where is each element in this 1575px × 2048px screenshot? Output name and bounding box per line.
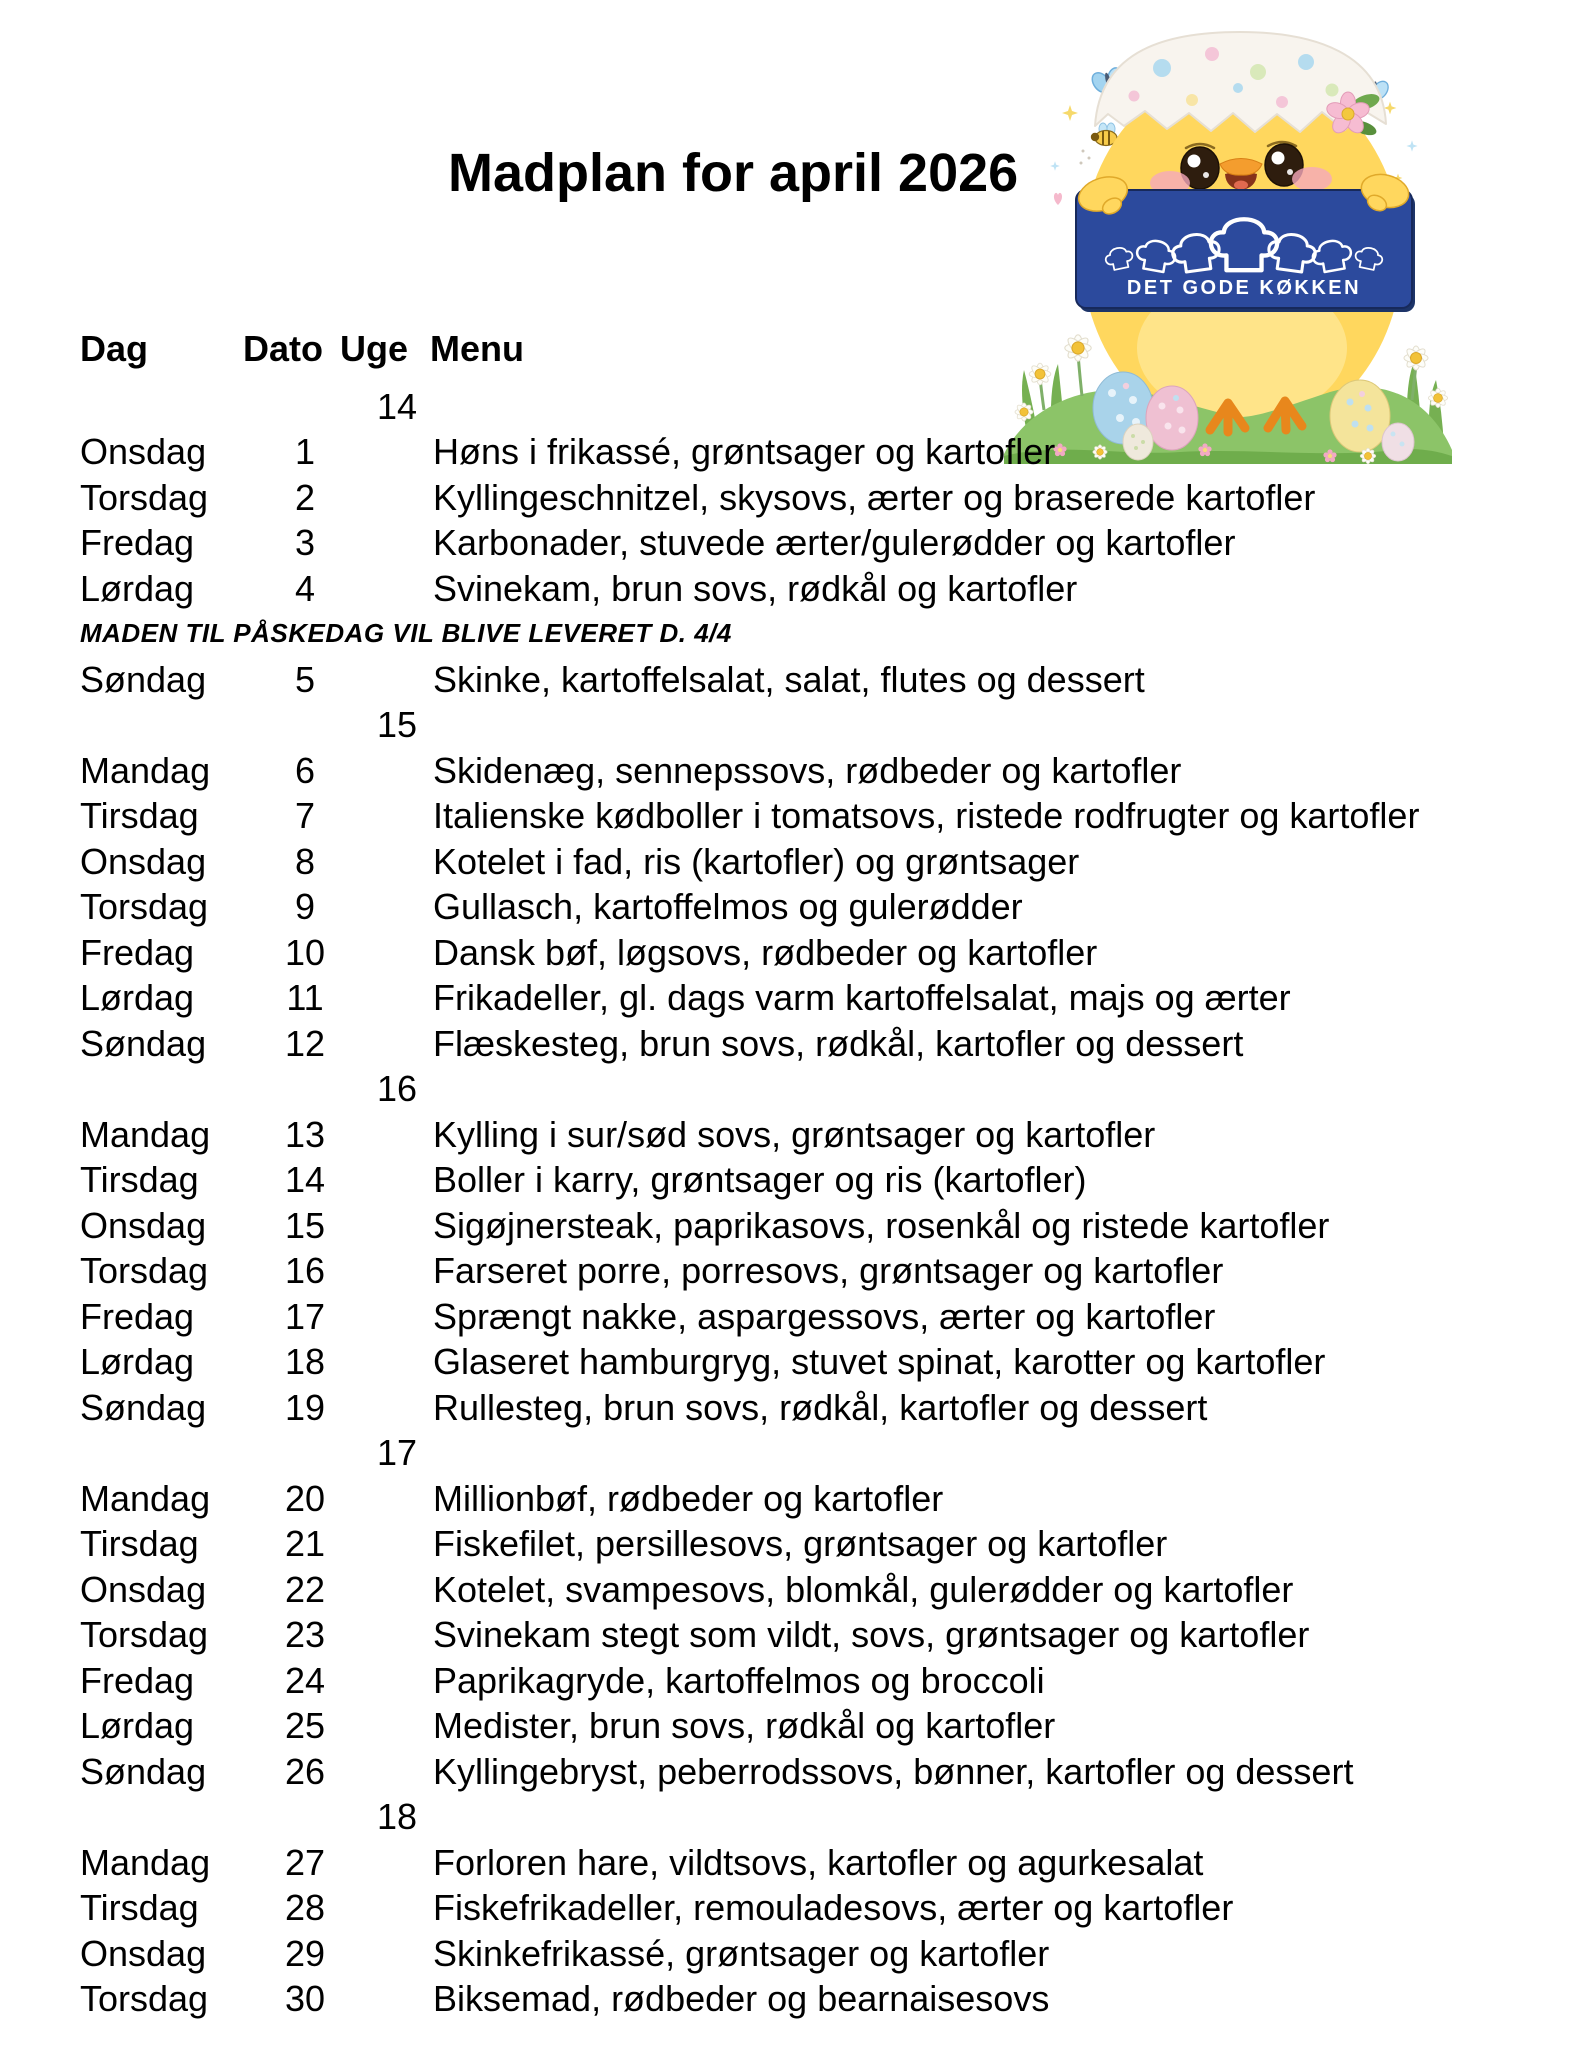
day-name: Mandag [80,1841,211,1883]
table-row [80,520,1560,566]
day-name: Tirsdag [80,1887,199,1928]
date-number: 18 [284,1341,326,1382]
table-row [80,793,1560,839]
menu-text: Kylling i sur/sød sovs, grøntsager og kartofler [433,1113,1156,1155]
menu-text: Frikadeller, gl. dags varm kartoffelsalat, majs og ærter [433,977,1291,1018]
day-name: Mandag [80,1113,211,1155]
menu-text: Sigøjnersteak, paprikasovs, rosenkål og ristede kartofler [433,1204,1330,1246]
day-name: Onsdag [80,1568,207,1610]
week-row [80,384,1560,430]
menu-text: Kyllingeschnitzel, skysovs, ærter og braserede kartofler [433,476,1316,518]
table-row [80,429,1560,475]
date-number: 8 [294,840,316,882]
day-name: Tirsdag [80,1159,199,1200]
day-name: Søndag [80,658,207,700]
date-number: 17 [284,1295,326,1337]
date-number: 22 [284,1568,326,1610]
date-number: 23 [284,1614,326,1655]
date-number: 27 [284,1841,326,1883]
day-name: Tirsdag [80,1523,199,1564]
week-row [80,702,1560,748]
day-name: Onsdag [80,840,207,882]
table-row [80,975,1560,1021]
menu-text: Rullesteg, brun sovs, rødkål, kartofler og dessert [433,1386,1208,1428]
day-name: Fredag [80,522,195,563]
menu-table [80,326,1560,2022]
week-number: 14 [377,385,418,427]
table-row [80,1976,1560,2022]
date-number: 29 [284,1932,326,1974]
menu-text: Kyllingebryst, peberrodssovs, bønner, kartofler og dessert [433,1750,1354,1792]
date-number: 19 [284,1386,326,1428]
day-name: Onsdag [80,1932,207,1974]
day-name: Torsdag [80,1614,209,1655]
date-number: 24 [284,1659,326,1701]
table-row [80,1749,1560,1795]
date-number: 3 [294,522,316,563]
menu-text: Skinke, kartoffelsalat, salat, flutes og dessert [433,658,1145,700]
table-row [80,1885,1560,1931]
date-number: 21 [284,1523,326,1564]
column-header-date: Dato [243,328,323,369]
day-name: Torsdag [80,476,209,518]
menu-text: Biksemad, rødbeder og bearnaisesovs [433,1978,1050,2019]
menu-text: Flæskesteg, brun sovs, rødkål, kartofler og dessert [433,1022,1244,1064]
date-number: 15 [284,1204,326,1246]
table-row [80,1248,1560,1294]
menu-text: Fiskefrikadeller, remouladesovs, ærter og kartofler [433,1887,1234,1928]
table-row [80,1112,1560,1158]
day-name: Lørdag [80,1341,195,1382]
table-row [80,1840,1560,1886]
menu-text: Skidenæg, sennepssovs, rødbeder og kartofler [433,749,1182,791]
day-name: Lørdag [80,567,195,609]
date-number: 10 [284,931,326,973]
table-row [80,1339,1560,1385]
table-row [80,1567,1560,1613]
date-number: 12 [284,1022,326,1064]
menu-text: Medister, brun sovs, rødkål og kartofler [433,1705,1056,1746]
table-row [80,884,1560,930]
table-row [80,1612,1560,1658]
week-row [80,1430,1560,1476]
date-number: 5 [294,658,316,700]
table-row [80,930,1560,976]
menu-text: Kotelet i fad, ris (kartofler) og grøntsager [433,840,1080,882]
date-number: 6 [294,749,316,791]
week-number: 18 [377,1796,418,1837]
date-number: 28 [284,1887,326,1928]
logo-sign-text: DET GODE KØKKEN [1126,277,1362,299]
notice-row [80,611,1560,657]
menu-table-body [80,384,1560,2022]
date-number: 20 [284,1477,326,1519]
menu-text: Gullasch, kartoffelmos og gulerødder [433,886,1023,927]
table-row [80,475,1560,521]
table-row [80,1658,1560,1704]
menu-text: Skinkefrikassé, grøntsager og kartofler [433,1932,1050,1974]
table-row [80,1476,1560,1522]
table-row [80,657,1560,703]
menu-text: Paprikagryde, kartoffelmos og broccoli [433,1659,1045,1701]
day-name: Tirsdag [80,795,199,836]
menu-text: Karbonader, stuvede ærter/gulerødder og kartofler [433,522,1236,563]
table-row [80,1521,1560,1567]
menu-text: Italienske kødboller i tomatsovs, ristede rodfrugter og kartofler [433,795,1420,836]
day-name: Fredag [80,931,195,973]
menu-text: Millionbøf, rødbeder og kartofler [433,1477,944,1519]
week-number: 15 [377,704,418,745]
table-row [80,1157,1560,1203]
day-name: Onsdag [80,431,207,472]
day-name: Lørdag [80,1705,195,1746]
logo-sign [1076,190,1415,312]
date-number: 26 [284,1750,326,1792]
table-row [80,1385,1560,1431]
date-number: 2 [294,476,316,518]
date-number: 7 [294,795,316,836]
day-name: Onsdag [80,1204,207,1246]
day-name: Fredag [80,1659,195,1701]
day-name: Lørdag [80,977,195,1018]
date-number: 30 [284,1978,326,2019]
table-row [80,839,1560,885]
week-number: 17 [377,1432,418,1473]
day-name: Mandag [80,749,211,791]
menu-text: Svinekam, brun sovs, rødkål og kartofler [433,567,1078,609]
day-name: Søndag [80,1386,207,1428]
menu-text: Fiskefilet, persillesovs, grøntsager og kartofler [433,1523,1168,1564]
day-name: Fredag [80,1295,195,1337]
date-number: 16 [284,1250,326,1291]
week-row [80,1066,1560,1112]
menu-text: Glaseret hamburgryg, stuvet spinat, karotter og kartofler [433,1341,1326,1382]
week-number: 16 [377,1068,418,1109]
table-row [80,1021,1560,1067]
date-number: 13 [284,1113,326,1155]
menu-text: Dansk bøf, løgsovs, rødbeder og kartofler [433,931,1098,973]
menu-text: Sprængt nakke, aspargessovs, ærter og kartofler [433,1295,1216,1337]
day-name: Søndag [80,1750,207,1792]
date-number: 14 [284,1159,326,1200]
date-number: 4 [294,567,316,609]
day-name: Mandag [80,1477,211,1519]
menu-text: Høns i frikassé, grøntsager og kartofler [433,431,1056,472]
menu-text: Kotelet, svampesovs, blomkål, gulerødder og kartofler [433,1568,1294,1610]
table-row [80,1294,1560,1340]
day-name: Torsdag [80,886,209,927]
page-title: Madplan for april 2026 [448,143,1019,203]
column-header-menu: Menu [430,328,524,369]
menu-text: Farseret porre, porresovs, grøntsager og kartofler [433,1250,1224,1291]
notice-text: MADEN TIL PÅSKEDAG VIL BLIVE LEVERET D. 4/4 [80,618,732,648]
date-number: 11 [286,977,324,1018]
table-row [80,748,1560,794]
column-header-day: Dag [80,328,149,369]
table-row [80,1203,1560,1249]
date-number: 25 [284,1705,326,1746]
menu-text: Boller i karry, grøntsager og ris (kartofler) [433,1159,1087,1200]
week-row [80,1794,1560,1840]
date-number: 9 [294,886,316,927]
day-name: Søndag [80,1022,207,1064]
table-row [80,1703,1560,1749]
column-header-week: Uge [340,328,409,369]
day-name: Torsdag [80,1250,209,1291]
table-header-row [80,326,1560,372]
menu-text: Forloren hare, vildtsovs, kartofler og agurkesalat [433,1841,1204,1883]
table-row [80,1931,1560,1977]
menu-text: Svinekam stegt som vildt, sovs, grøntsager og kartofler [433,1614,1310,1655]
date-number: 1 [294,431,316,472]
day-name: Torsdag [80,1978,209,2019]
table-row [80,566,1560,612]
